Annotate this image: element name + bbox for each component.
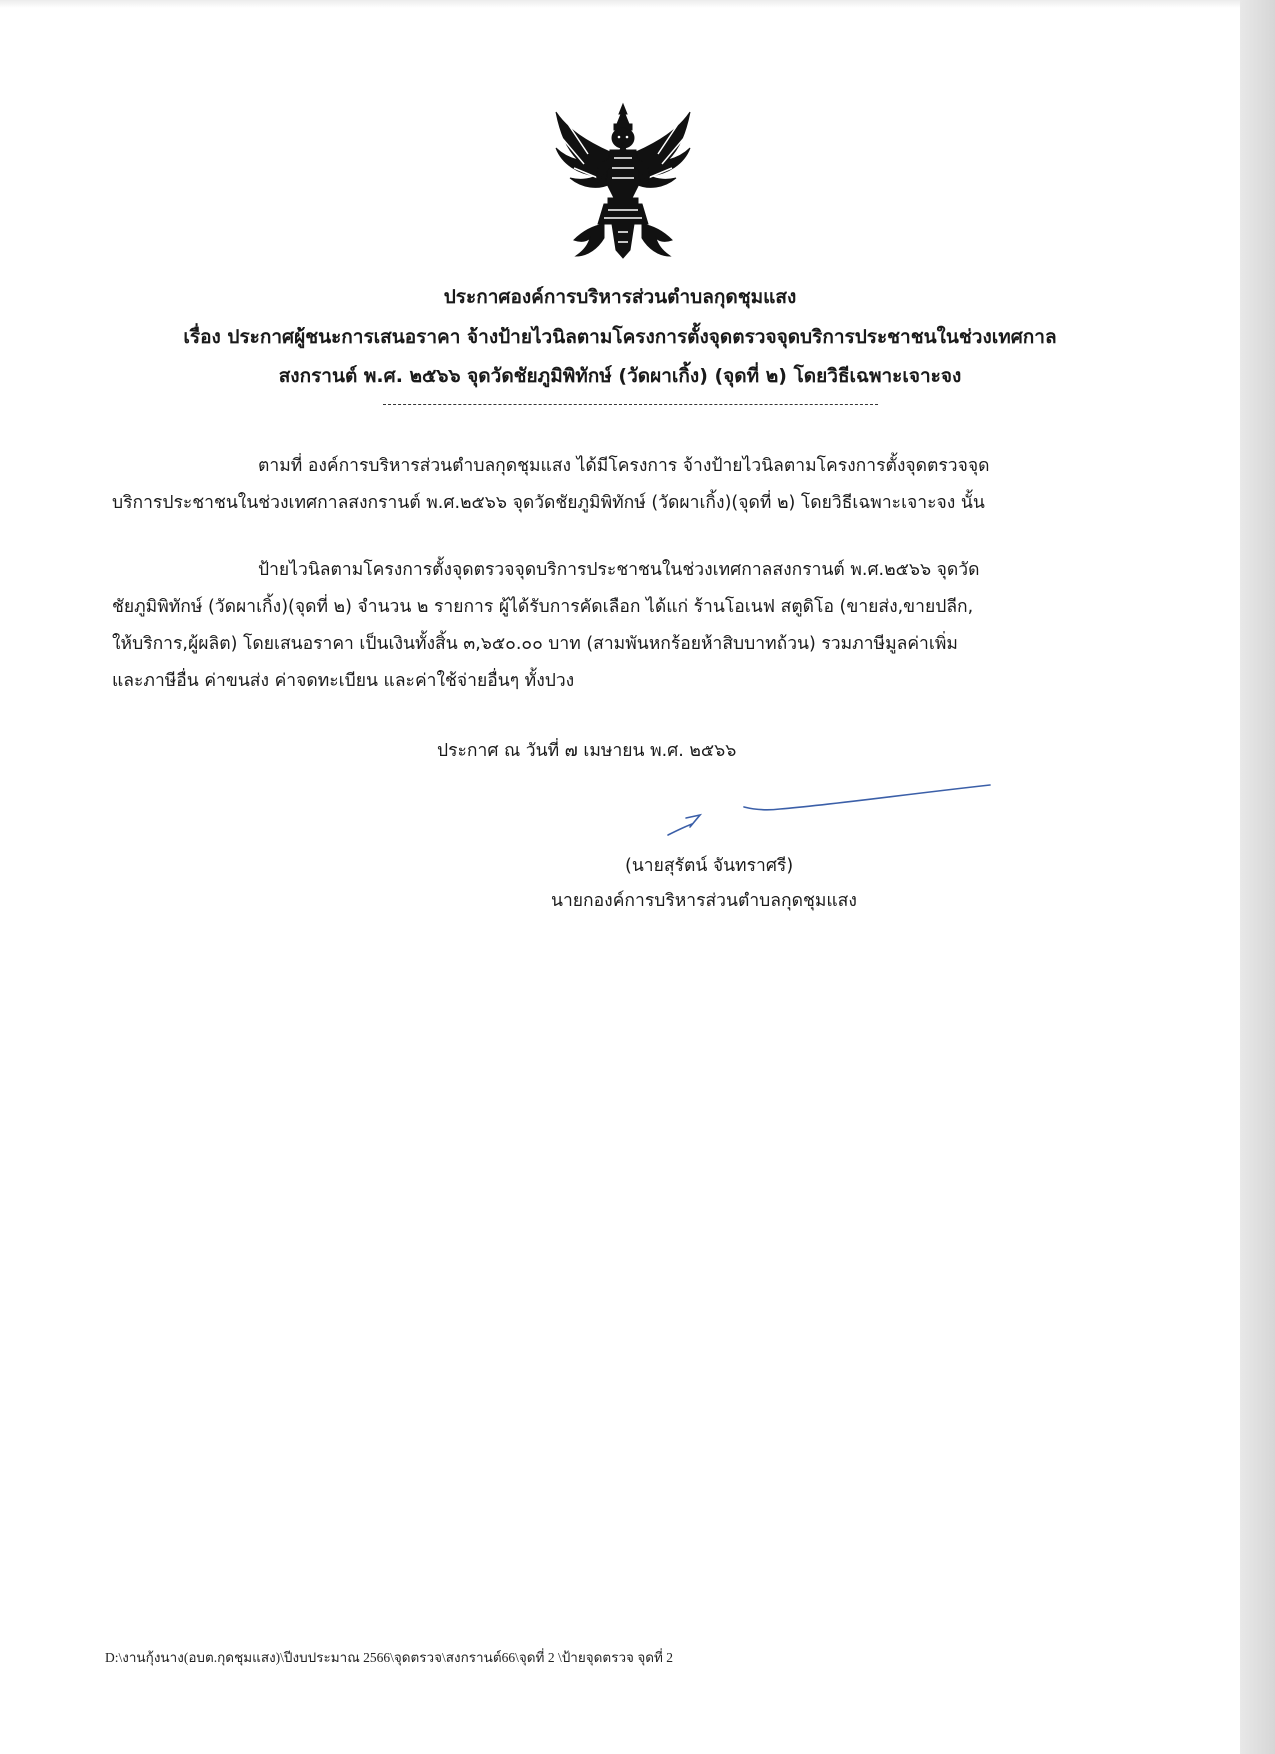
paragraph-line: และภาษีอื่น ค่าขนส่ง ค่าจดทะเบียน และค่าใช้จ่ายอื่นๆ ทั้งปวง [112, 671, 575, 691]
handwritten-signature-icon [660, 775, 1000, 845]
dashed-separator [383, 404, 878, 405]
paragraph-line: ตามที่ องค์การบริหารส่วนตำบลกุดชุมแสง ได้มีโครงการ จ้างป้ายไวนิลตามโครงการตั้งจุดตรวจจุด [258, 456, 990, 476]
subject-line: เรื่อง ประกาศผู้ชนะการเสนอราคา จ้างป้ายไวนิลตามโครงการตั้งจุดตรวจจุดบริการประชาชนในช่วงเทศกาล [183, 326, 1057, 348]
announcement-title: ประกาศองค์การบริหารส่วนตำบลกุดชุมแสง [443, 286, 797, 308]
subject-line-continued: สงกรานต์ พ.ศ. ๒๕๖๖ จุดวัดชัยภูมิพิทักษ์ (วัดผาเกิ้ง) (จุดที่ ๒) โดยวิธีเฉพาะเจาะจง [278, 365, 962, 387]
signer-title: นายกองค์การบริหารส่วนตำบลกุดชุมแสง [551, 891, 857, 911]
paragraph-line: ป้ายไวนิลตามโครงการตั้งจุดตรวจจุดบริการประชาชนในช่วงเทศกาลสงกรานต์ พ.ศ.๒๕๖๖ จุดวัด [258, 560, 980, 580]
scan-top-shadow [0, 0, 1240, 8]
paragraph-line: ให้บริการ,ผู้ผลิต) โดยเสนอราคา เป็นเงินทั้งสิ้น ๓,๖๕๐.๐๐ บาท (สามพันหกร้อยห้าสิบบาทถ้วน) รวมภาษีมูลค่าเพิ่ม [112, 634, 958, 654]
signer-name: (นายสุรัตน์ จันทราศรี) [625, 856, 794, 876]
paragraph-winner [112, 552, 1152, 700]
paragraph-intro [112, 448, 1152, 522]
file-path-footer: D:\งานกุ้งนาง(อบต.กุดชุมแสง)\ปีงบประมาณ 2566\จุดตรวจ\สงกรานต์66\จุดที่ 2 \ป้ายจุดตรวจ จุดที่ 2 [105, 1650, 674, 1665]
paragraph-line: ชัยภูมิพิทักษ์ (วัดผาเกิ้ง)(จุดที่ ๒) จำนวน ๒ รายการ ผู้ได้รับการคัดเลือก ได้แก่ ร้านโอเนฟ สตูดิโอ (ขายส่ง,ขายปลีก, [112, 597, 974, 617]
garuda-emblem-icon [548, 102, 698, 262]
announcement-date: ประกาศ ณ วันที่ ๗ เมษายน พ.ศ. ๒๕๖๖ [437, 741, 737, 761]
paragraph-line: บริการประชาชนในช่วงเทศกาลสงกรานต์ พ.ศ.๒๕๖๖ จุดวัดชัยภูมิพิทักษ์ (วัดผาเกิ้ง)(จุดที่ ๒) โดยวิธีเฉพาะเจาะจง นั้น [112, 493, 985, 513]
scan-edge-shadow [1240, 0, 1275, 1754]
